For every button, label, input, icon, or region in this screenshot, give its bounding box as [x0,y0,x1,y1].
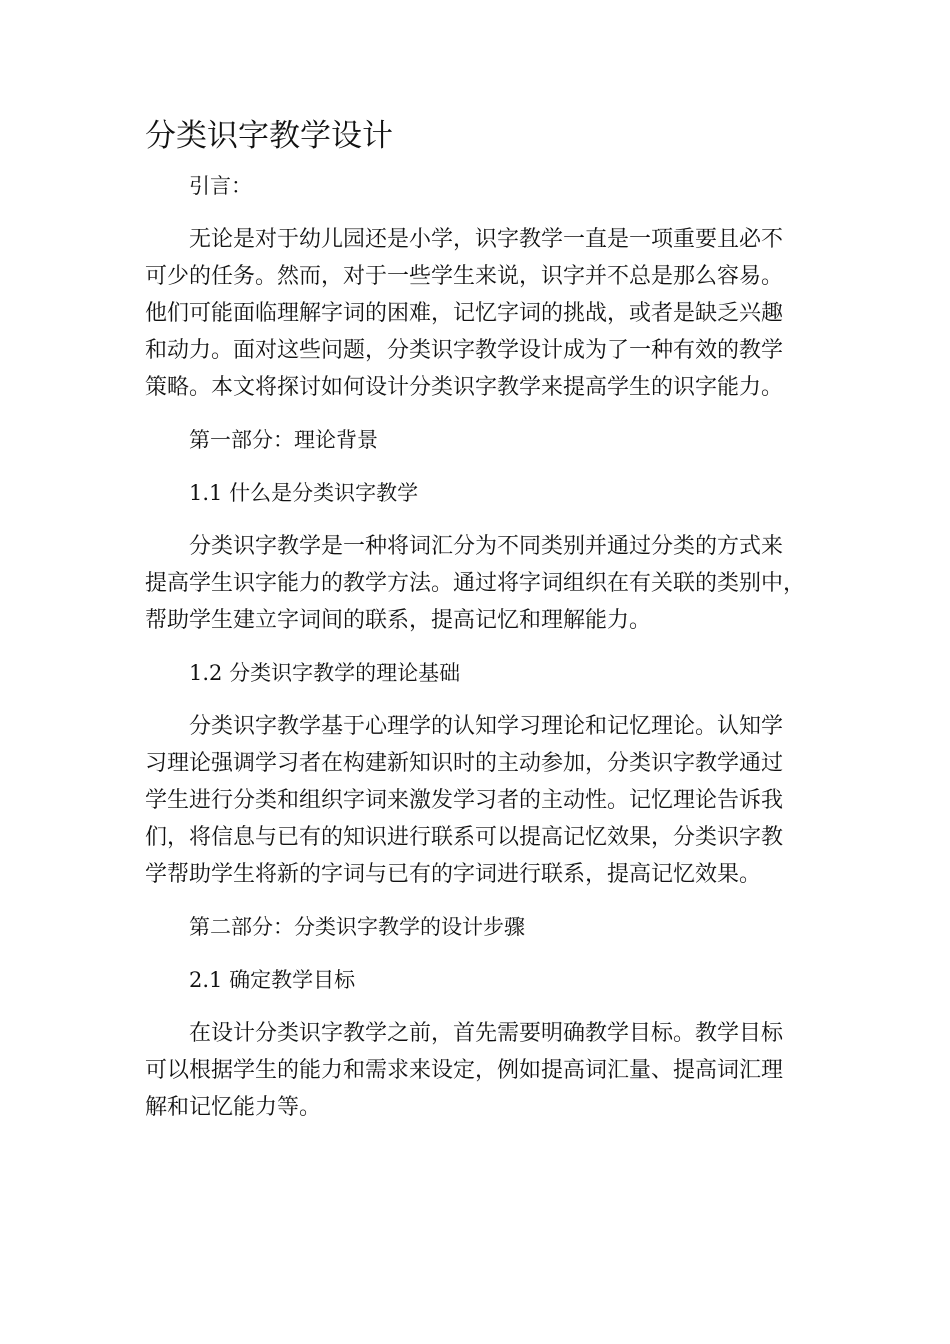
paragraph-line: 提高学生识字能力的教学方法。通过将字词组织在有关联的类别中， [145,571,806,596]
section-1-1-paragraph [145,528,805,639]
paragraph-line: 学生进行分类和组织字词来激发学习者的主动性。记忆理论告诉我 [145,788,784,813]
paragraph-line: 他们可能面临理解字词的困难，记忆字词的挑战，或者是缺乏兴趣 [145,301,784,326]
paragraph-line: 策略。本文将探讨如何设计分类识字教学来提高学生的识字能力。 [145,375,784,400]
paragraph-line: 分类识字教学基于心理学的认知学习理论和记忆理论。认知学 [189,714,784,739]
intro-paragraph [145,221,805,406]
paragraph-line: 可以根据学生的能力和需求来设定，例如提高词汇量、提高词汇理 [145,1058,784,1083]
part1-heading: 第一部分：理论背景 [189,428,378,452]
section-1-2-heading: 1.2 分类识字教学的理论基础 [189,661,461,685]
paragraph-line: 在设计分类识字教学之前，首先需要明确教学目标。教学目标 [189,1021,784,1046]
paragraph-line: 分类识字教学是一种将词汇分为不同类别并通过分类的方式来 [189,534,784,559]
document-body [145,168,805,1142]
document-title: 分类识字教学设计 [145,118,393,154]
intro-label: 引言： [189,174,252,198]
section-1-2-paragraph [145,708,805,893]
section-1-1-heading: 1.1 什么是分类识字教学 [189,481,419,505]
paragraph-line: 解和记忆能力等。 [145,1095,322,1120]
paragraph-line: 无论是对于幼儿园还是小学，识字教学一直是一项重要且必不 [189,227,784,252]
paragraph-line: 和动力。面对这些问题，分类识字教学设计成为了一种有效的教学 [145,338,784,363]
paragraph-line: 学帮助学生将新的字词与已有的字词进行联系，提高记忆效果。 [145,862,762,887]
section-2-1-paragraph [145,1015,805,1126]
part2-heading: 第二部分：分类识字教学的设计步骤 [189,915,525,939]
paragraph-line: 们，将信息与已有的知识进行联系可以提高记忆效果，分类识字教 [145,825,784,850]
section-2-1-heading: 2.1 确定教学目标 [189,968,356,992]
paragraph-line: 可少的任务。然而，对于一些学生来说，识字并不总是那么容易。 [145,264,784,289]
paragraph-line: 习理论强调学习者在构建新知识时的主动参加，分类识字教学通过 [145,751,784,776]
paragraph-line: 帮助学生建立字词间的联系，提高记忆和理解能力。 [145,608,652,633]
